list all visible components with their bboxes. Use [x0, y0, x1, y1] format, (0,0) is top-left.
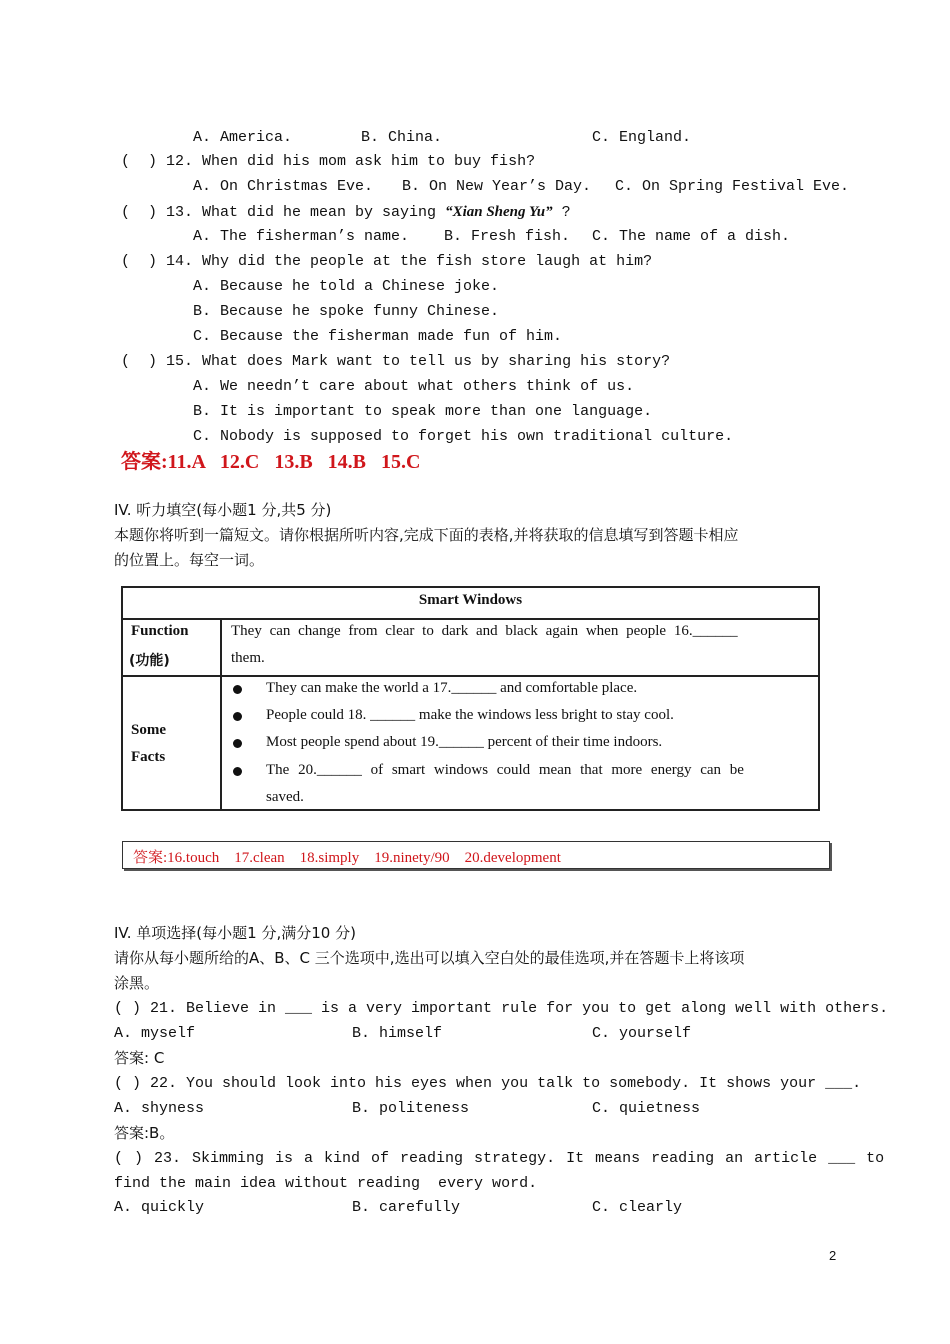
- q13-stem-post: ?: [552, 204, 571, 221]
- q13-option-c: C. The name of a dish.: [592, 228, 791, 245]
- q21-option-a: A. myself: [114, 1025, 196, 1042]
- facts-label-line-2: Facts: [131, 749, 166, 765]
- bullet-icon: [233, 685, 242, 694]
- q14-option-b: B. Because he spoke funny Chinese.: [193, 303, 500, 320]
- q15-stem: ( ) 15. What does Mark want to tell us by sharing his story?: [121, 353, 671, 370]
- listening-heading: IV. 听力填空(每小题1 分,共5 分): [114, 501, 332, 519]
- fact-2: People could 18. ______ make the windows less bright to stay cool.: [266, 707, 674, 723]
- q12-option-b: B. On New Year’s Day.: [402, 178, 592, 195]
- listening-instruction-1: 本题你将听到一篇短文。请你根据所听内容,完成下面的表格,并将获取的信息填写到答题卡相应: [114, 526, 739, 544]
- function-label-cn: (功能): [129, 653, 170, 669]
- q11-option-a: A. America.: [193, 129, 293, 146]
- q14-option-c: C. Because the fisherman made fun of him.: [193, 328, 563, 345]
- q21-option-b: B. himself: [352, 1025, 443, 1042]
- q13-option-b: B. Fresh fish.: [444, 228, 571, 245]
- q23-stem-line-1: ( ) 23. Skimming is a kind of reading strategy. It means reading an article ___ to: [114, 1150, 885, 1167]
- fact-1: They can make the world a 17.______ and comfortable place.: [266, 680, 638, 696]
- fact-4-line-1: The 20.______ of smart windows could mean that more energy can be: [266, 762, 744, 778]
- q13-stem-quote: “Xian Sheng Yu”: [445, 204, 553, 220]
- fact-3: Most people spend about 19.______ percent of their time indoors.: [266, 734, 663, 750]
- q22-answer: 答案:B。: [114, 1124, 175, 1142]
- q21-stem: ( ) 21. Believe in ___ is a very important rule for you to get along well with others.: [114, 1000, 889, 1017]
- page-number: 2: [829, 1248, 837, 1263]
- q12-stem: ( ) 12. When did his mom ask him to buy fish?: [121, 153, 536, 170]
- facts-label-line-1: Some: [131, 722, 166, 738]
- q23-option-c: C. clearly: [592, 1199, 683, 1216]
- q23-option-a: A. quickly: [114, 1199, 205, 1216]
- q14-stem: ( ) 14. Why did the people at the fish store laugh at him?: [121, 253, 653, 270]
- function-label: Function: [131, 623, 189, 639]
- choice-instruction-1: 请你从每小题所给的A、B、C 三个选项中,选出可以填入空白处的最佳选项,并在答题卡上将该项: [114, 949, 745, 967]
- q22-option-a: A. shyness: [114, 1100, 205, 1117]
- q12-option-a: A. On Christmas Eve.: [193, 178, 374, 195]
- table-title: Smart Windows: [418, 592, 523, 608]
- bullet-icon: [233, 712, 242, 721]
- q22-option-b: B. politeness: [352, 1100, 470, 1117]
- listening-instruction-2: 的位置上。每空一词。: [114, 551, 265, 569]
- answer-16-20: 答案:16.touch 17.clean 18.simply 19.ninety/90 20.development: [133, 850, 561, 866]
- q15-option-b: B. It is important to speak more than one language.: [193, 403, 653, 420]
- q23-stem-line-2: find the main idea without reading every word.: [114, 1175, 538, 1192]
- fact-4-line-2: saved.: [266, 789, 304, 805]
- q13-stem-pre: ( ) 13. What did he mean by saying: [121, 204, 446, 221]
- q22-stem: ( ) 22. You should look into his eyes when you talk to somebody. It shows your ___.: [114, 1075, 862, 1092]
- q15-option-c: C. Nobody is supposed to forget his own traditional culture.: [193, 428, 734, 445]
- q13-stem: [121, 202, 571, 223]
- choice-instruction-2: 涂黑。: [114, 974, 160, 992]
- answer-16-20-box: [122, 841, 830, 869]
- q21-answer: 答案: C: [114, 1049, 165, 1067]
- q12-option-c: C. On Spring Festival Eve.: [615, 178, 850, 195]
- q11-option-b: B. China.: [361, 129, 443, 146]
- q13-option-a: A. The fisherman’s name.: [193, 228, 410, 245]
- function-text-line-2: them.: [231, 650, 265, 666]
- q11-option-c: C. England.: [592, 129, 692, 146]
- q14-option-a: A. Because he told a Chinese joke.: [193, 278, 500, 295]
- choice-heading: IV. 单项选择(每小题1 分,满分10 分): [114, 924, 356, 942]
- smart-windows-table: [121, 586, 820, 811]
- q23-option-b: B. carefully: [352, 1199, 461, 1216]
- q15-option-a: A. We needn’t care about what others think of us.: [193, 378, 635, 395]
- function-text-line-1: They can change from clear to dark and black again when people 16.______: [231, 623, 738, 639]
- answer-11-15: 答案:11.A 12.C 13.B 14.B 15.C: [121, 451, 421, 473]
- q21-option-c: C. yourself: [592, 1025, 692, 1042]
- q22-option-c: C. quietness: [592, 1100, 701, 1117]
- bullet-icon: [233, 767, 242, 776]
- bullet-icon: [233, 739, 242, 748]
